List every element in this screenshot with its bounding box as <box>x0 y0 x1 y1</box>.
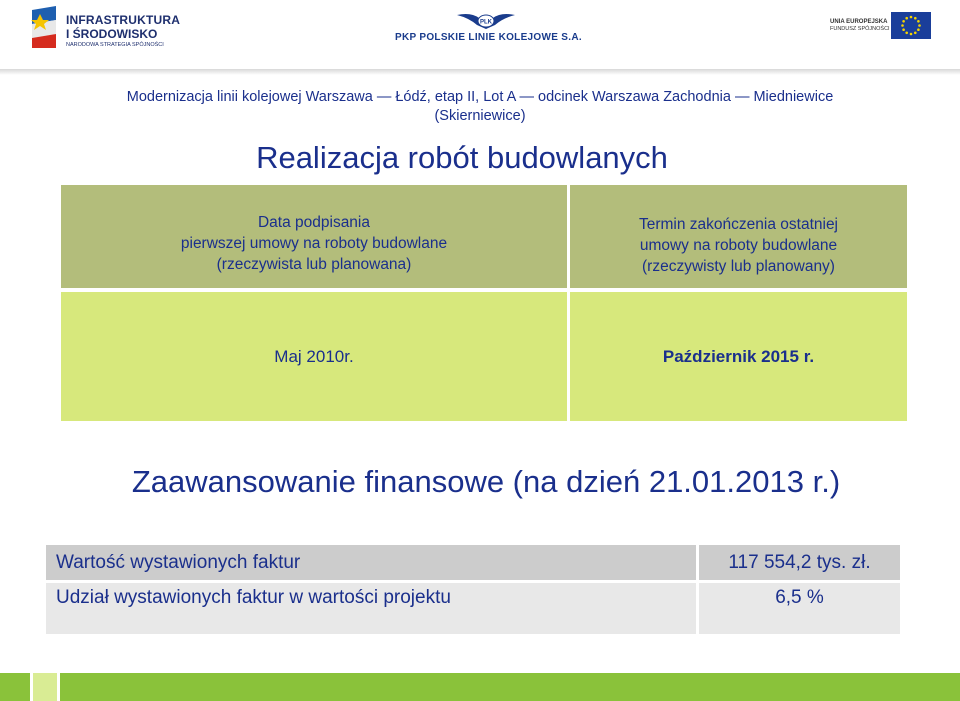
value-cell-completion-date: Październik 2015 r. <box>570 292 907 421</box>
footer-block-2 <box>33 673 57 701</box>
footer-block-3 <box>60 673 960 701</box>
pkp-wing-icon <box>457 12 515 30</box>
page-title: Realizacja robót budowlanych <box>256 140 668 175</box>
infrastruktura-flag-icon <box>30 6 60 48</box>
pkp-plk-logo <box>395 12 580 42</box>
table-row-value-invoices-value: 117 554,2 tys. zł. <box>699 545 900 580</box>
eu-flag-icon <box>891 12 931 39</box>
section-title-financial-progress: Zaawansowanie finansowe (na dzień 21.01.2013 r.) <box>131 464 841 499</box>
header-divider <box>0 69 960 75</box>
eu-line-2: FUNDUSZ SPÓJNOŚCI <box>830 26 890 32</box>
header-1-line-1: Data podpisania <box>257 214 370 231</box>
logo-line-3: NARODOWA STRATEGIA SPÓJNOŚCI <box>66 42 164 48</box>
eu-line-1: UNIA EUROPEJSKA <box>830 19 888 25</box>
header-cell-contract-date <box>61 185 567 288</box>
logo-line-2: I ŚRODOWISKO <box>66 27 158 41</box>
eu-logo <box>820 12 940 42</box>
header-1-line-2: pierwszej umowy na roboty budowlane <box>180 235 448 252</box>
header-2-line-3: (rzeczywisty lub planowany) <box>642 258 835 275</box>
footer-block-1 <box>0 673 30 701</box>
project-subtitle <box>60 88 900 126</box>
header-2-line-1: Termin zakończenia ostatniej <box>638 216 839 233</box>
footer-bar <box>0 673 960 701</box>
table-row-value-invoices-share: 6,5 % <box>699 583 900 634</box>
table-row-label-invoices-value: Wartość wystawionych faktur <box>46 545 696 580</box>
subtitle-line-1: Modernizacja linii kolejowej Warszawa — Łódź, etap II, Lot A — odcinek Warszawa Zachodnia — Miedniewice <box>126 89 834 105</box>
logo-line-1: INFRASTRUKTURA <box>66 13 181 27</box>
construction-schedule-table <box>61 185 907 421</box>
slide-header <box>0 0 960 70</box>
header-1-line-3: (rzeczywista lub planowana) <box>216 256 412 273</box>
plk-badge-text: PLK <box>480 19 492 26</box>
subtitle-line-2: (Skierniewice) <box>434 108 526 124</box>
infrastruktura-logo <box>30 6 181 50</box>
header-cell-completion-date <box>570 185 907 288</box>
header-2-line-2: umowy na roboty budowlane <box>639 237 838 254</box>
financial-progress-table <box>46 545 900 634</box>
value-cell-contract-date: Maj 2010r. <box>61 292 567 421</box>
table-row-label-invoices-share: Udział wystawionych faktur w wartości projektu <box>46 583 696 634</box>
pkp-company-name: PKP POLSKIE LINIE KOLEJOWE S.A. <box>395 32 582 43</box>
